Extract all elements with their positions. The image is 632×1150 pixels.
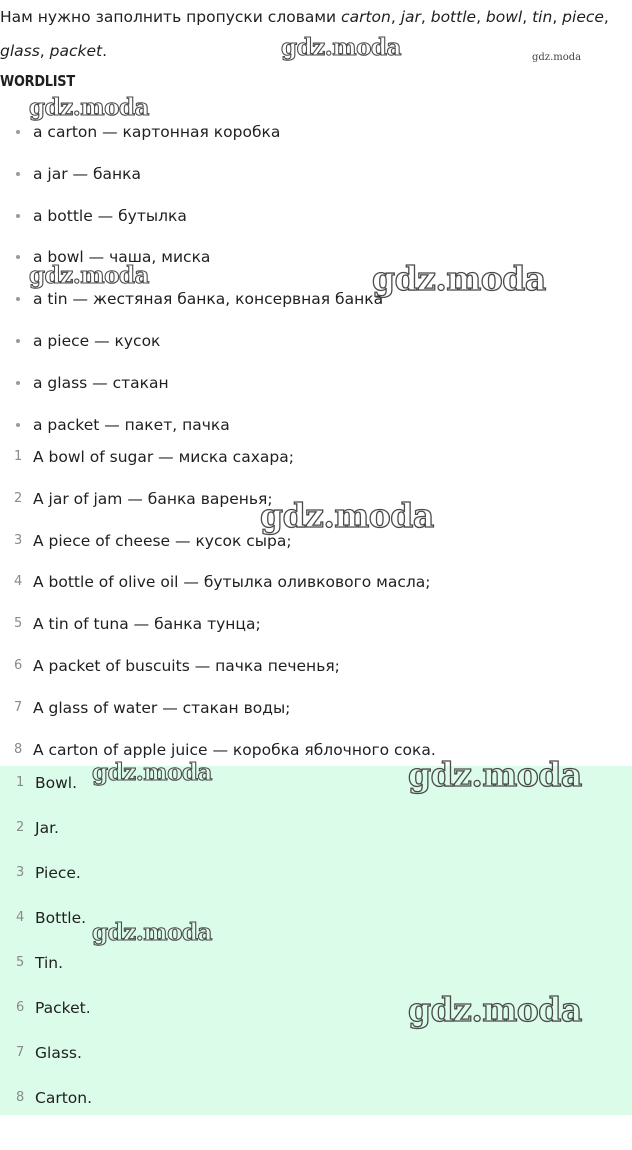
watermark-logo: gdz.moda (29, 262, 149, 289)
list-item: a jar — банка (0, 152, 383, 194)
intro-word-glass: glass (0, 42, 40, 60)
bullet-icon (16, 214, 20, 218)
watermark-logo: gdz.moda (92, 919, 212, 946)
bullet-icon (16, 172, 20, 176)
intro-prefix: Нам нужно заполнить пропуски словами (0, 8, 342, 26)
item-number: 2 (16, 820, 25, 835)
list-item: a piece — кусок (0, 319, 383, 361)
item-number: 6 (14, 657, 23, 673)
translation-list (0, 437, 436, 771)
answer-item: 4 Bottle. (0, 901, 92, 946)
watermark-logo: gdz.moda (408, 755, 582, 794)
watermark-logo: gdz.moda (29, 94, 149, 121)
answer-item: 5 Tin. (0, 946, 92, 991)
list-item: a packet — пакет, пачка (0, 403, 383, 445)
item-number: 8 (16, 1090, 25, 1105)
item-number: 7 (16, 1045, 25, 1060)
item-number: 5 (14, 616, 23, 632)
translation-item: 2 A jar of jam — банка варенья; (0, 479, 436, 521)
answer-item: 7 Glass. (0, 1036, 92, 1081)
answer-item: 1 Bowl. (0, 766, 92, 811)
bullet-icon (16, 130, 20, 134)
item-number: 7 (14, 699, 23, 715)
watermark-logo: gdz.moda (408, 990, 582, 1029)
answer-item: 2 Jar. (0, 811, 92, 856)
item-number: 1 (14, 449, 23, 464)
translation-item: 3 A piece of cheese — кусок сыра; (0, 521, 436, 563)
watermark-logo: gdz.moda (281, 34, 401, 61)
translation-item: 4 A bottle of olive oil — бутылка оливкового масла; (0, 562, 436, 604)
bullet-icon (16, 339, 20, 343)
item-number: 3 (14, 532, 23, 548)
intro-word-jar: jar (400, 8, 421, 26)
answer-item: 8 Carton. (0, 1081, 92, 1126)
task-intro: Нам нужно заполнить пропуски словами carton, jar, bottle, bowl, tin, piece, glass, packet. (0, 8, 609, 60)
bullet-icon (16, 255, 20, 259)
translation-item: 1 A bowl of sugar — миска сахара; (0, 437, 436, 479)
translation-item: 5 A tin of tuna — банка тунца; (0, 604, 436, 646)
item-number: 2 (14, 490, 23, 506)
intro-word-tin: tin (532, 8, 553, 26)
item-number: 3 (16, 865, 25, 880)
translation-item: 8 A carton of apple juice — коробка яблочного сока. (0, 730, 436, 772)
answer-item: 3 Piece. (0, 856, 92, 901)
item-number: 5 (16, 955, 25, 970)
list-item: a tin — жестяная банка, консервная банка (0, 277, 383, 319)
intro-word-piece: piece (562, 8, 604, 26)
translation-item: 6 A packet of buscuits — пачка печенья; (0, 646, 436, 688)
item-number: 1 (16, 775, 25, 790)
intro-word-bowl: bowl (485, 8, 523, 26)
watermark-logo: gdz.moda (92, 759, 212, 786)
item-number: 4 (14, 574, 23, 590)
item-number: 6 (16, 1000, 25, 1015)
watermark-logo: gdz.moda (532, 52, 582, 63)
list-item: a carton — картонная коробка (0, 110, 383, 152)
intro-word-carton: carton (341, 8, 391, 26)
intro-word-packet: packet (49, 42, 103, 60)
intro-word-bottle: bottle (430, 8, 477, 26)
answer-item: 6 Packet. (0, 991, 92, 1036)
list-item: a bowl — чаша, миска (0, 235, 383, 277)
item-number: 8 (14, 741, 23, 757)
list-item: a bottle — бутылка (0, 194, 383, 236)
answer-list (0, 766, 92, 1126)
bullet-icon (16, 297, 20, 301)
translation-item: 7 A glass of water — стакан воды; (0, 688, 436, 730)
item-number: 4 (16, 910, 25, 925)
wordlist-title: WORDLIST (0, 72, 75, 90)
watermark-logo: gdz.moda (260, 496, 434, 535)
watermark-logo: gdz.moda (372, 259, 546, 298)
bullet-icon (16, 423, 20, 427)
bullet-icon (16, 381, 20, 385)
list-item: a glass — стакан (0, 361, 383, 403)
